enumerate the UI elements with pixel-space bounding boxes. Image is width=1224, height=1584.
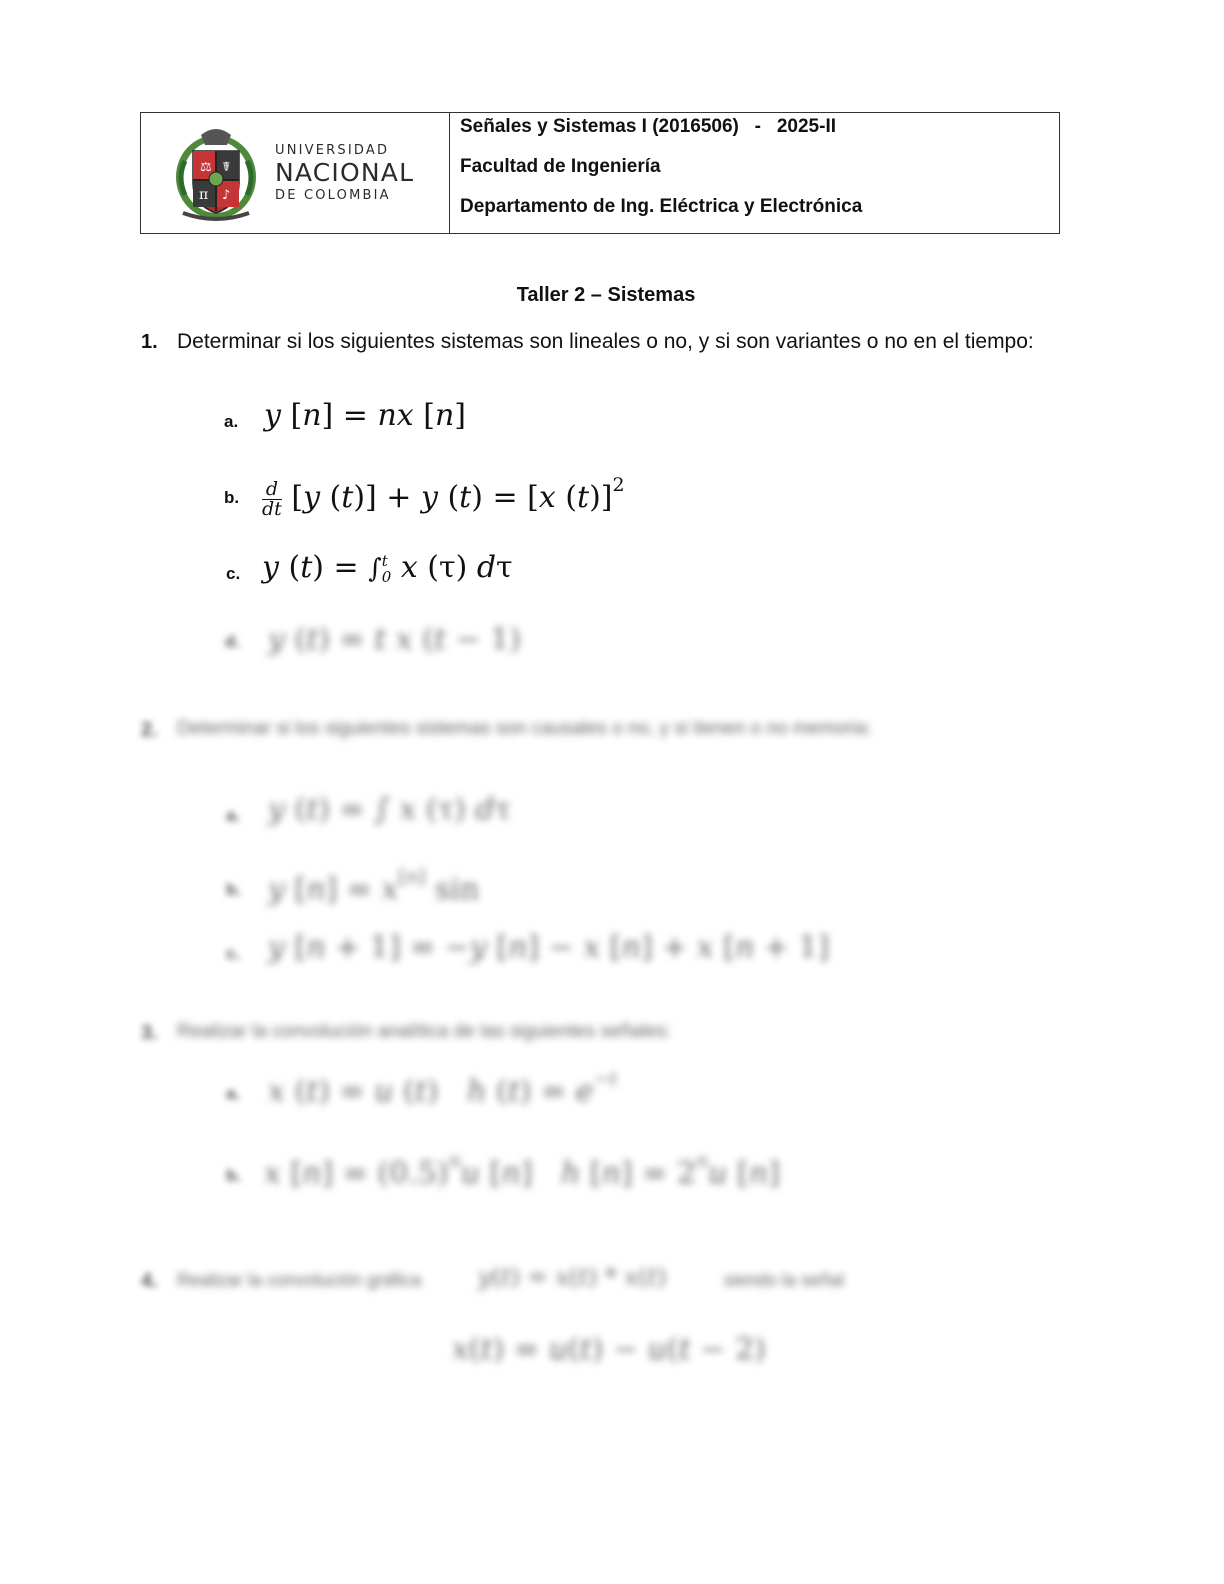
q1-item-a-equation: y [n] = nx [n] bbox=[264, 398, 466, 433]
q3-item-a-label: a. bbox=[226, 1084, 241, 1103]
q2-item-b-equation: y [n] = x[n] sin bbox=[268, 866, 480, 907]
question-3-text: Realizar la convolución analítica de las siguientes señales: bbox=[177, 1021, 672, 1042]
university-name-line1: UNIVERSIDAD bbox=[275, 143, 390, 158]
question-3-number: 3. bbox=[141, 1022, 158, 1044]
university-name bbox=[275, 143, 414, 203]
question-2-number: 2. bbox=[141, 719, 158, 741]
q2-item-a-equation: y (t) = ∫ x (τ) dτ bbox=[268, 792, 512, 827]
q1-item-b-label: b. bbox=[224, 488, 240, 507]
q1-item-b-equation: $\frac{d}{dt}$ [y (t)] + y (t) = [x (t)]$^2$ bbox=[262, 474, 625, 520]
header-table bbox=[140, 112, 1060, 234]
university-name-line3: DE COLOMBIA bbox=[275, 188, 391, 203]
question-1-text: Determinar si los siguientes sistemas son lineales o no, y si son variantes o no en el tiempo: bbox=[177, 330, 1034, 353]
q2-item-c-label: c. bbox=[226, 944, 241, 963]
q4-inline-equation: y(t) = x(t) * x(t) bbox=[478, 1263, 667, 1291]
question-4-text: Realizar la convolución gráfica bbox=[177, 1270, 422, 1290]
university-logo-cell bbox=[141, 113, 450, 233]
q1-item-a-label: a. bbox=[224, 412, 239, 431]
q4-signal-equation: x(t) = u(t) − u(t − 2) bbox=[452, 1332, 766, 1367]
university-seal-icon bbox=[171, 121, 261, 225]
page-title: Taller 2 – Sistemas bbox=[516, 284, 696, 306]
q1-item-c-equation: y (t) = ∫ t 0 x (τ) dτ bbox=[262, 550, 513, 586]
q2-item-a-label: a. bbox=[226, 806, 241, 825]
q3-item-b-label: b. bbox=[226, 1166, 242, 1185]
svg-text:☤: ☤ bbox=[222, 160, 231, 175]
svg-text:π: π bbox=[199, 187, 209, 203]
question-4-number: 4. bbox=[141, 1270, 158, 1292]
svg-text:♪: ♪ bbox=[222, 188, 231, 203]
q2-item-b-label: b. bbox=[226, 880, 242, 899]
question-1-number: 1. bbox=[141, 331, 158, 353]
q3-item-b-equation: x $[n] = (0.5)^nu$ [n] h $[n] = 2^nu$ [n] bbox=[264, 1150, 780, 1191]
q2-item-c-equation: y [n + 1] = −y [n] − x [n] + x [n + 1] bbox=[268, 930, 830, 965]
course-name: Señales y Sistemas I (2016506) - 2025-II bbox=[460, 116, 837, 137]
q1-item-d-label: d. bbox=[225, 632, 241, 651]
q1-item-c-label: c. bbox=[226, 564, 241, 583]
q3-item-a-equation: x (t) = u (t) h $(t) = e^{-t}$ bbox=[268, 1068, 617, 1109]
question-4-text-after: siendo la señal bbox=[724, 1270, 845, 1290]
svg-text:⚖: ⚖ bbox=[200, 160, 212, 175]
q1-item-d-equation: y (t) = t x (t − 1) bbox=[268, 622, 522, 657]
university-name-line2: NACIONAL bbox=[275, 158, 415, 187]
question-2-text: Determinar si los siguientes sistemas son causales o no, y si tienen o no memoria: bbox=[177, 718, 872, 739]
course-info-cell bbox=[450, 113, 1059, 233]
faculty-name: Facultad de Ingeniería bbox=[460, 156, 661, 177]
department-name: Departamento de Ing. Eléctrica y Electrónica bbox=[460, 196, 863, 217]
